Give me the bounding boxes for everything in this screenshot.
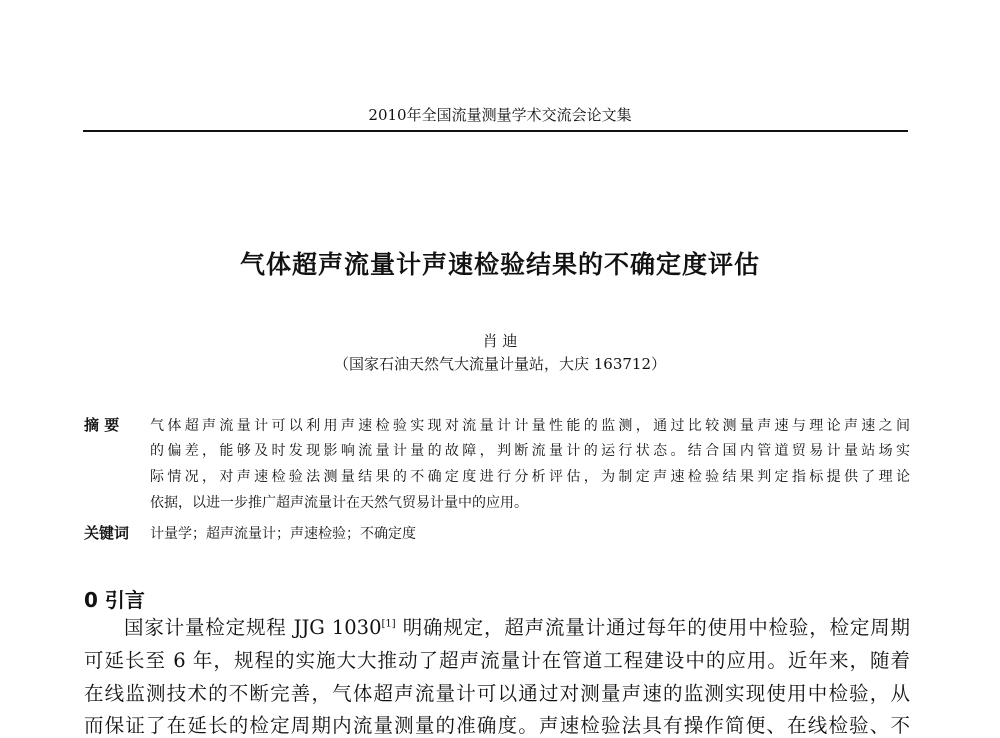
- keywords-label: 关键词: [84, 524, 130, 542]
- keywords-text: 计量学；超声流量计；声速检验；不确定度: [150, 526, 416, 542]
- body-line: 在线监测技术的不断完善，气体超声流量计可以通过对测量声速的监测实现使用中检验，从: [84, 682, 910, 705]
- abstract-line: 际情况，对声速检验法测量结果的不确定度进行分析评估，为制定声速检验结果判定指标提供了理论: [150, 469, 910, 485]
- affiliation: （国家石油天然气大流量计量站，大庆 163712）: [333, 355, 667, 373]
- abstract-label: 摘 要: [84, 416, 120, 434]
- abstract-line: 依据，以进一步推广超声流量计在天然气贸易计量中的应用。: [150, 495, 528, 511]
- body-text: 明确规定，超声流量计通过每年的使用中检验，检定周期: [395, 616, 910, 639]
- paper-title: 气体超声流量计声速检验结果的不确定度评估: [239, 250, 760, 279]
- body-line: [124, 612, 910, 640]
- header-rule: [83, 130, 908, 132]
- running-head: 2010年全国流量测量学术交流会论文集: [368, 106, 632, 124]
- body-line: 可延长至 6 年，规程的实施大大推动了超声流量计在管道工程建设中的应用。近年来，随着: [84, 649, 910, 672]
- section-heading: 0 引言: [84, 588, 145, 612]
- author: 肖 迪: [482, 332, 518, 350]
- citation-ref[interactable]: [1]: [381, 618, 396, 630]
- body-line: 而保证了在延长的检定周期内流量测量的准确度。声速检验法具有操作简便、在线检验、不: [84, 714, 910, 737]
- body-text: 国家计量检定规程 JJG 1030: [124, 616, 382, 639]
- abstract-line: 气体超声流量计可以利用声速检验实现对流量计计量性能的监测，通过比较测量声速与理论声速之间: [150, 418, 910, 434]
- abstract-line: 的偏差，能够及时发现影响流量计量的故障，判断流量计的运行状态。结合国内管道贸易计量站场实: [150, 443, 910, 459]
